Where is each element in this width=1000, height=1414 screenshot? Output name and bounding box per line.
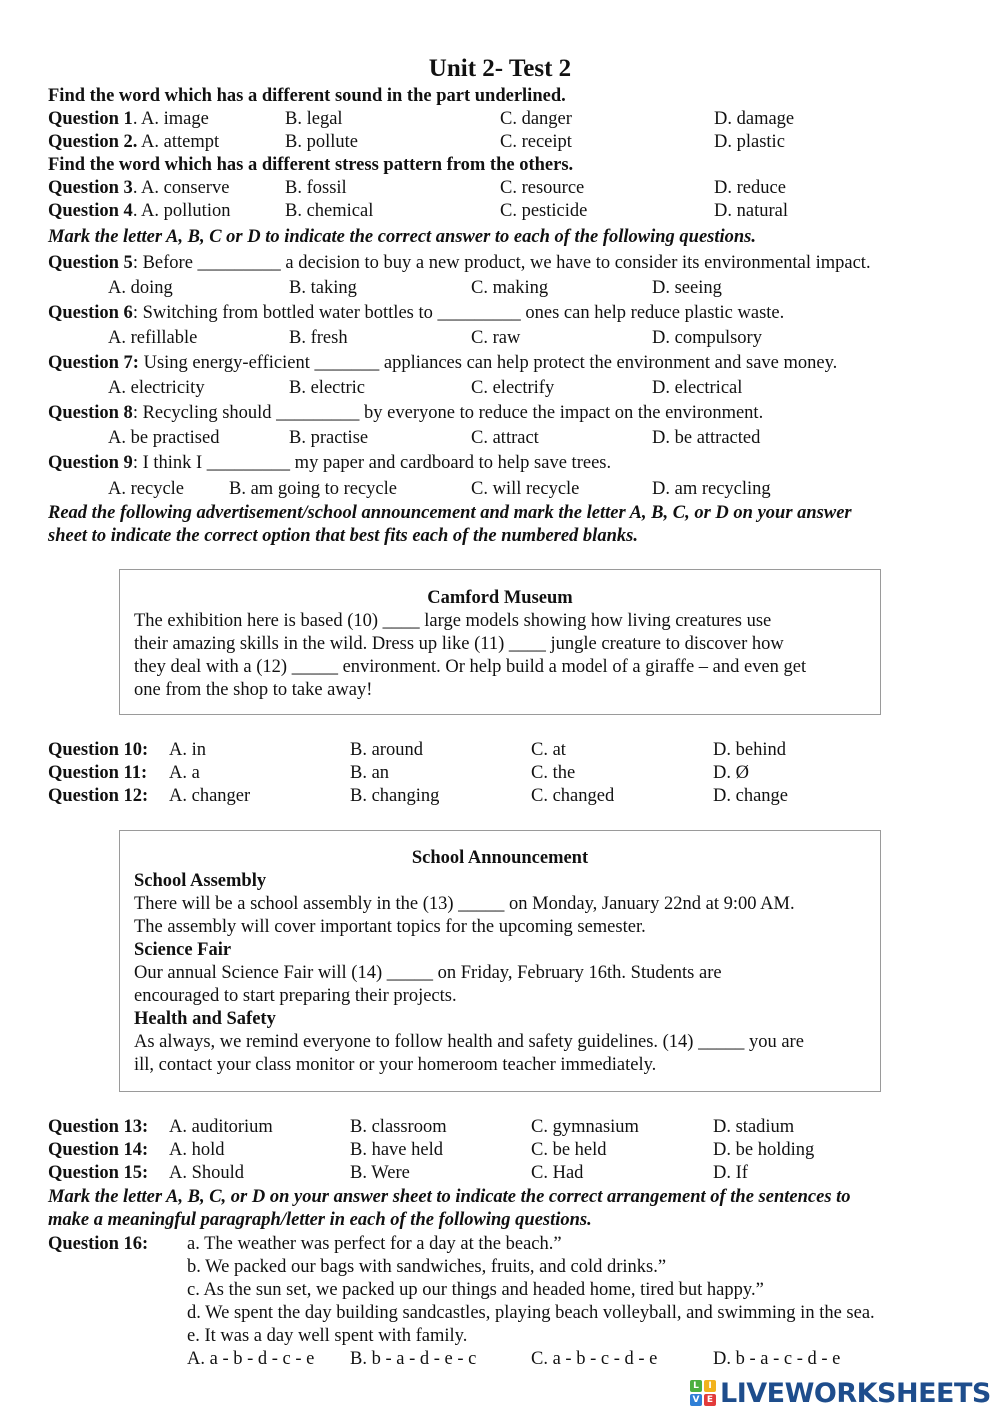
option-d[interactable]: D. be attracted <box>652 428 761 448</box>
question-text: : Recycling should _________ by everyone to reduce the impact on the environment. <box>132 403 764 423</box>
question-label: Question 14: <box>48 1140 149 1160</box>
option-c[interactable]: C. gymnasium <box>531 1117 639 1137</box>
option-b[interactable]: B. practise <box>289 428 369 448</box>
option-c[interactable]: C. the <box>531 763 576 783</box>
option-b[interactable]: B. changing <box>350 786 440 806</box>
announcement-text-line: As always, we remind everyone to follow health and safety guidelines. (14) _____ you are <box>134 1032 804 1052</box>
question-label: Question 7: <box>48 353 139 373</box>
sentence-c: c. As the sun set, we packed up our things and headed home, tired but happy.” <box>187 1280 764 1300</box>
logo-tile: L <box>690 1380 702 1392</box>
announcement-text-line: encouraged to start preparing their projects. <box>134 986 457 1006</box>
announcement-text-line: Our annual Science Fair will (14) _____ on Friday, February 16th. Students are <box>134 963 722 983</box>
logo-text: LIVEWORKSHEETS <box>720 1377 991 1409</box>
option-c[interactable]: C. be held <box>531 1140 607 1160</box>
question-text: Using energy-efficient _______ appliances can help protect the environment and save money. <box>138 353 838 373</box>
option-c[interactable]: C. raw <box>471 328 521 348</box>
instruction-arrangement-line1: Mark the letter A, B, C, or D on your answer sheet to indicate the correct arrangement of the sentences to <box>48 1187 851 1207</box>
option-b[interactable]: B. legal <box>285 109 343 129</box>
option-a[interactable]: A. in <box>169 740 206 760</box>
museum-text-line: their amazing skills in the wild. Dress up like (11) ____ jungle creature to discover how <box>134 634 784 654</box>
question-label: Question 5 <box>48 253 133 273</box>
museum-advertisement-box <box>119 569 881 715</box>
option-a[interactable]: A. image <box>141 109 209 129</box>
option-c[interactable]: C. pesticide <box>500 201 588 221</box>
option-b[interactable]: B. an <box>350 763 390 783</box>
museum-title: Camford Museum <box>427 588 573 608</box>
option-c[interactable]: C. will recycle <box>471 479 580 499</box>
logo-tile: E <box>704 1394 716 1406</box>
museum-text-line: The exhibition here is based (10) ____ large models showing how living creatures use <box>134 611 772 631</box>
question-label: Question 1 <box>48 109 133 129</box>
question-label: Question 10: <box>48 740 149 760</box>
question-text: : Before _________ a decision to buy a new product, we have to consider its environmental impact. <box>132 253 871 273</box>
sentence-d: d. We spent the day building sandcastles, playing beach volleyball, and swimming in the sea. <box>187 1303 875 1323</box>
option-b[interactable]: B. taking <box>289 278 357 298</box>
question-label: Question 4 <box>48 201 133 221</box>
announcement-heading: Science Fair <box>134 940 232 960</box>
announcement-heading: School Assembly <box>134 871 267 891</box>
option-c[interactable]: C. danger <box>500 109 572 129</box>
option-b[interactable]: B. pollute <box>285 132 358 152</box>
option-a[interactable]: A. changer <box>169 786 251 806</box>
option-b[interactable]: B. Were <box>350 1163 410 1183</box>
announcement-text-line: The assembly will cover important topics for the upcoming semester. <box>134 917 646 937</box>
option-b[interactable]: B. fresh <box>289 328 348 348</box>
option-c[interactable]: C. resource <box>500 178 585 198</box>
option-a[interactable]: A. electricity <box>108 378 205 398</box>
option-b[interactable]: B. am going to recycle <box>229 479 397 499</box>
question-label: Question 16: <box>48 1234 149 1254</box>
announcement-text-line: There will be a school assembly in the (13) _____ on Monday, January 22nd at 9:00 AM. <box>134 894 795 914</box>
question-label: Question 3 <box>48 178 133 198</box>
option-d[interactable]: D. b - a - c - d - e <box>713 1349 841 1369</box>
instruction-stress: Find the word which has a different stress pattern from the others. <box>48 155 574 175</box>
school-announcement-box <box>119 830 881 1092</box>
option-d[interactable]: D. plastic <box>714 132 785 152</box>
option-a[interactable]: A. auditorium <box>169 1117 273 1137</box>
option-c[interactable]: C. electrify <box>471 378 555 398</box>
instruction-multiple-choice: Mark the letter A, B, C or D to indicate the correct answer to each of the following questions. <box>48 227 756 247</box>
option-c[interactable]: C. making <box>471 278 549 298</box>
instruction-pronunciation: Find the word which has a different sound in the part underlined. <box>48 86 566 106</box>
question-label: Question 15: <box>48 1163 149 1183</box>
option-d[interactable]: D. damage <box>714 109 795 129</box>
option-a[interactable]: A. attempt <box>141 132 220 152</box>
option-a[interactable]: A. pollution <box>141 201 231 221</box>
option-c[interactable]: C. receipt <box>500 132 572 152</box>
option-a[interactable]: A. a <box>169 763 200 783</box>
option-a[interactable]: A. refillable <box>108 328 198 348</box>
live-tiles-icon <box>690 1380 716 1406</box>
option-a[interactable]: A. Should <box>169 1163 245 1183</box>
question-text: : I think I _________ my paper and cardboard to help save trees. <box>132 453 612 473</box>
option-d[interactable]: D. compulsory <box>652 328 762 348</box>
option-d[interactable]: D. change <box>713 786 788 806</box>
question-label: Question 2. <box>48 132 138 152</box>
option-d[interactable]: D. stadium <box>713 1117 795 1137</box>
question-label: Question 13: <box>48 1117 149 1137</box>
question-label: Question 6 <box>48 303 133 323</box>
option-b[interactable]: B. fossil <box>285 178 347 198</box>
option-a[interactable]: A. doing <box>108 278 173 298</box>
option-d[interactable]: D. If <box>713 1163 748 1183</box>
option-b[interactable]: B. electric <box>289 378 366 398</box>
option-d[interactable]: D. behind <box>713 740 786 760</box>
option-a[interactable]: A. a - b - d - c - e <box>187 1349 315 1369</box>
option-a[interactable]: A. conserve <box>141 178 230 198</box>
instruction-arrangement-line2: make a meaningful paragraph/letter in each of the following questions. <box>48 1210 592 1230</box>
option-c[interactable]: C. changed <box>531 786 615 806</box>
announcement-title: School Announcement <box>411 848 589 868</box>
option-d[interactable]: D. be holding <box>713 1140 815 1160</box>
option-c[interactable]: C. attract <box>471 428 539 448</box>
option-c[interactable]: C. a - b - c - d - e <box>531 1349 658 1369</box>
option-b[interactable]: B. classroom <box>350 1117 447 1137</box>
announcement-heading: Health and Safety <box>134 1009 276 1029</box>
liveworksheets-logo <box>690 1378 991 1408</box>
logo-tile: I <box>704 1380 716 1392</box>
option-a[interactable]: A. recycle <box>108 479 185 499</box>
option-d[interactable]: D. seeing <box>652 278 722 298</box>
sentence-a: a. The weather was perfect for a day at the beach.” <box>187 1234 562 1254</box>
sentence-b: b. We packed our bags with sandwiches, fruits, and cold drinks.” <box>187 1257 667 1277</box>
announcement-text-line: ill, contact your class monitor or your homeroom teacher immediately. <box>134 1055 657 1075</box>
page-title: Unit 2- Test 2 <box>428 55 572 82</box>
museum-text-line: one from the shop to take away! <box>134 680 373 700</box>
question-label: Question 8 <box>48 403 133 423</box>
sentence-e: e. It was a day well spent with family. <box>187 1326 468 1346</box>
option-d[interactable]: D. natural <box>714 201 788 221</box>
question-label: Question 9 <box>48 453 133 473</box>
option-d[interactable]: D. Ø <box>713 763 749 783</box>
option-d[interactable]: D. am recycling <box>652 479 771 499</box>
option-b[interactable]: B. chemical <box>285 201 374 221</box>
question-label: Question 12: <box>48 786 149 806</box>
logo-tile: V <box>690 1394 702 1406</box>
option-c[interactable]: C. Had <box>531 1163 584 1183</box>
option-d[interactable]: D. reduce <box>714 178 786 198</box>
option-a[interactable]: A. be practised <box>108 428 220 448</box>
option-a[interactable]: A. hold <box>169 1140 225 1160</box>
museum-text-line: they deal with a (12) _____ environment. Or help build a model of a giraffe – and even get <box>134 657 807 677</box>
option-b[interactable]: B. around <box>350 740 423 760</box>
question-label: Question 11: <box>48 763 148 783</box>
option-d[interactable]: D. electrical <box>652 378 743 398</box>
option-b[interactable]: B. have held <box>350 1140 443 1160</box>
instruction-reading-line1: Read the following advertisement/school announcement and mark the letter A, B, C, or D on your answer <box>48 503 852 523</box>
instruction-reading-line2: sheet to indicate the correct option that best fits each of the numbered blanks. <box>48 526 638 546</box>
option-c[interactable]: C. at <box>531 740 566 760</box>
option-b[interactable]: B. b - a - d - e - c <box>350 1349 477 1369</box>
question-text: : Switching from bottled water bottles to _________ ones can help reduce plastic waste. <box>132 303 785 323</box>
